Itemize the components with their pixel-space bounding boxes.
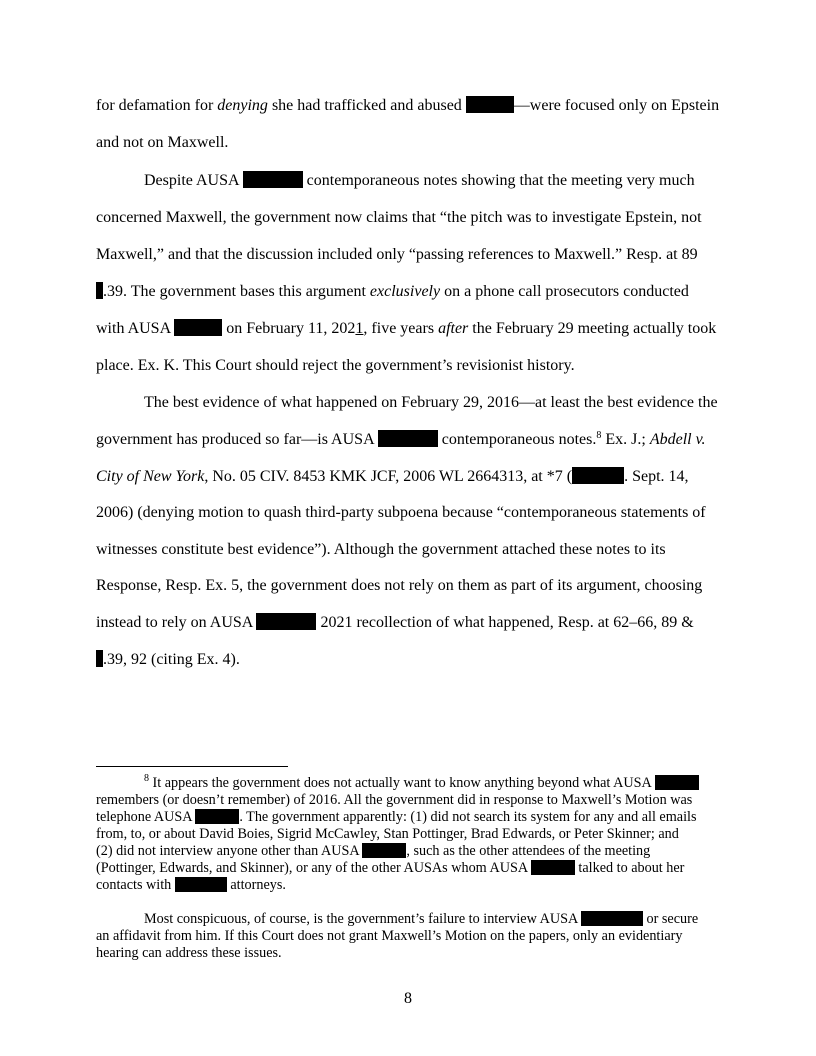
text: (Pottinger, Edwards, and Skinner), or any of the other AUSAs whom AUSA <box>96 860 531 876</box>
text: .39. The government bases this argument <box>103 283 370 300</box>
italic-text: City of New York <box>96 468 205 485</box>
italic-text: after <box>438 320 469 337</box>
text: on February 11, 202 <box>222 320 356 337</box>
body-line: witnesses constitute best evidence”). Although the government attached these notes to its <box>96 541 666 558</box>
text: for defamation for <box>96 97 218 114</box>
redaction <box>572 467 624 484</box>
footnote-line <box>96 809 720 826</box>
body-line <box>96 430 720 450</box>
text: , such as the other attendees of the meeting <box>406 843 651 859</box>
redaction <box>531 860 575 875</box>
text: —were focused only on Epstein <box>513 97 720 114</box>
footnote-marker: 8 <box>144 773 149 784</box>
text: Ex. J.; <box>601 431 650 448</box>
body-line <box>96 282 720 302</box>
redaction <box>243 171 303 188</box>
text: government has produced so far—is AUSA <box>96 431 378 448</box>
text: contacts with <box>96 877 175 893</box>
text: instead to rely on AUSA <box>96 614 257 631</box>
body-line <box>96 467 720 487</box>
footnote-line <box>96 843 720 860</box>
text: with AUSA <box>96 320 175 337</box>
text: or secure <box>642 911 699 927</box>
footnote-line <box>96 860 720 877</box>
text: Despite AUSA <box>144 172 243 189</box>
body-line <box>96 319 720 339</box>
redaction <box>655 775 699 790</box>
body-line: concerned Maxwell, the government now claims that “the pitch was to investigate Epstein, not <box>96 209 702 226</box>
text: the February 29 meeting actually took <box>468 320 717 337</box>
body-line: and not on Maxwell. <box>96 134 229 151</box>
page-number: 8 <box>404 990 412 1007</box>
text: (2) did not interview anyone other than AUSA <box>96 843 363 859</box>
footnote-line: hearing can address these issues. <box>96 945 282 961</box>
body-line <box>96 650 720 670</box>
redaction <box>195 809 239 824</box>
text: 2021 recollection of what happened, Resp. at 62–66, 89 & <box>316 614 694 631</box>
redaction <box>466 96 514 113</box>
text: contemporaneous notes showing that the meeting very much <box>302 172 695 189</box>
footnote-reference[interactable]: 8 <box>596 430 602 441</box>
text: contemporaneous notes. <box>437 431 597 448</box>
redaction <box>174 319 222 336</box>
text: It appears the government does not actually want to know anything beyond what AUSA <box>149 775 655 791</box>
body-line <box>96 171 720 191</box>
body-line: The best evidence of what happened on February 29, 2016—at least the best evidence the <box>144 394 718 411</box>
underlined-text: 1 <box>355 320 364 337</box>
text: she had trafficked and abused <box>267 97 466 114</box>
redaction <box>96 282 103 299</box>
text: , five years <box>363 320 439 337</box>
redaction <box>378 430 438 447</box>
body-line <box>96 613 720 633</box>
footnote-line: an affidavit from him. If this Court does not grant Maxwell’s Motion on the papers, only an evidentiary <box>96 928 683 944</box>
footnote-line: from, to, or about David Boies, Sigrid McCawley, Stan Pottinger, Brad Edwards, or Peter Skinner; and <box>96 826 679 842</box>
text: , No. 05 CIV. 8453 KMK JCF, 2006 WL 2664313, at *7 ( <box>204 468 573 485</box>
italic-text: Abdell v. <box>649 431 706 448</box>
text: talked to about her <box>574 860 685 876</box>
body-line: Response, Resp. Ex. 5, the government does not rely on them as part of its argument, choosing <box>96 577 703 594</box>
footnote-line: remembers (or doesn’t remember) of 2016. All the government did in response to Maxwell’s Motion was <box>96 792 693 808</box>
footnote-line <box>96 877 720 894</box>
body-line: 2006) (denying motion to quash third-party subpoena because “contemporaneous statements of <box>96 504 706 521</box>
footnote-line <box>96 911 720 928</box>
text: telephone AUSA <box>96 809 196 825</box>
italic-text: denying <box>217 97 268 114</box>
body-line <box>96 96 720 116</box>
redaction <box>96 650 103 667</box>
footnote-separator <box>96 766 288 767</box>
footnote-line <box>96 775 720 792</box>
redaction <box>256 613 316 630</box>
italic-text: exclusively <box>369 283 441 300</box>
text: attorneys. <box>226 877 286 893</box>
redaction <box>175 877 227 892</box>
text: Most conspicuous, of course, is the government’s failure to interview AUSA <box>144 911 581 927</box>
text: on a phone call prosecutors conducted <box>440 283 689 300</box>
redaction <box>362 843 406 858</box>
body-line: Maxwell,” and that the discussion included only “passing references to Maxwell.” Resp. at 89 <box>96 246 698 263</box>
text: .39, 92 (citing Ex. 4). <box>103 651 240 668</box>
redaction <box>581 911 643 926</box>
text: . Sept. 14, <box>624 468 689 485</box>
body-line: place. Ex. K. This Court should reject the government’s revisionist history. <box>96 357 575 374</box>
text: . The government apparently: (1) did not search its system for any and all emails <box>239 809 697 825</box>
